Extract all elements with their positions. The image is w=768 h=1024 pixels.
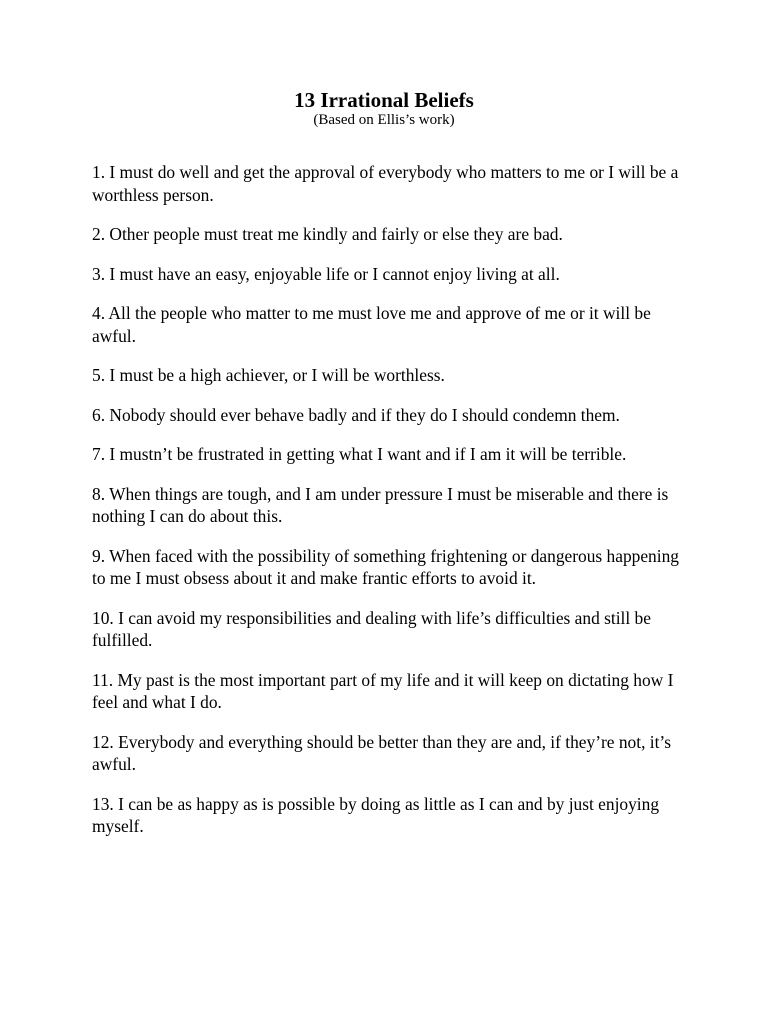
belief-item-6: 6. Nobody should ever behave badly and if they do I should condemn them. (92, 404, 620, 425)
belief-item-7: 7. I mustn’t be frustrated in getting what I want and if I am it will be terrible. (92, 444, 627, 464)
belief-item-11: 11. My past is the most important part of my life and it will keep on dictating how I feel and what I do. (92, 669, 674, 712)
belief-item-2: 2. Other people must treat me kindly and fairly or else they are bad. (92, 224, 563, 244)
document-subtitle: (Based on Ellis’s work) (313, 112, 455, 128)
document-title: 13 Irrational Beliefs (294, 88, 474, 112)
belief-item-4: 4. All the people who matter to me must love me and approve of me or it will be awful. (92, 303, 651, 346)
belief-item-13: 13. I can be as happy as is possible by doing as little as I can and by just enjoying myself. (92, 793, 660, 836)
belief-item-9: 9. When faced with the possibility of something frightening or dangerous happening to me I must obsess about it and make frantic efforts to avoid it. (92, 545, 679, 588)
belief-item-10: 10. I can avoid my responsibilities and dealing with life’s difficulties and still be fulfilled. (92, 607, 651, 650)
beliefs-list (92, 161, 692, 855)
belief-item-3: 3. I must have an easy, enjoyable life or I cannot enjoy living at all. (92, 263, 560, 284)
belief-item-1: 1. I must do well and get the approval of everybody who matters to me or I will be a worthless person. (92, 162, 679, 205)
belief-item-12: 12. Everybody and everything should be better than they are and, if they’re not, it’s awful. (92, 731, 672, 774)
belief-item-5: 5. I must be a high achiever, or I will be worthless. (92, 365, 445, 385)
belief-item-8: 8. When things are tough, and I am under pressure I must be miserable and there is nothing I can do about this. (92, 483, 669, 526)
